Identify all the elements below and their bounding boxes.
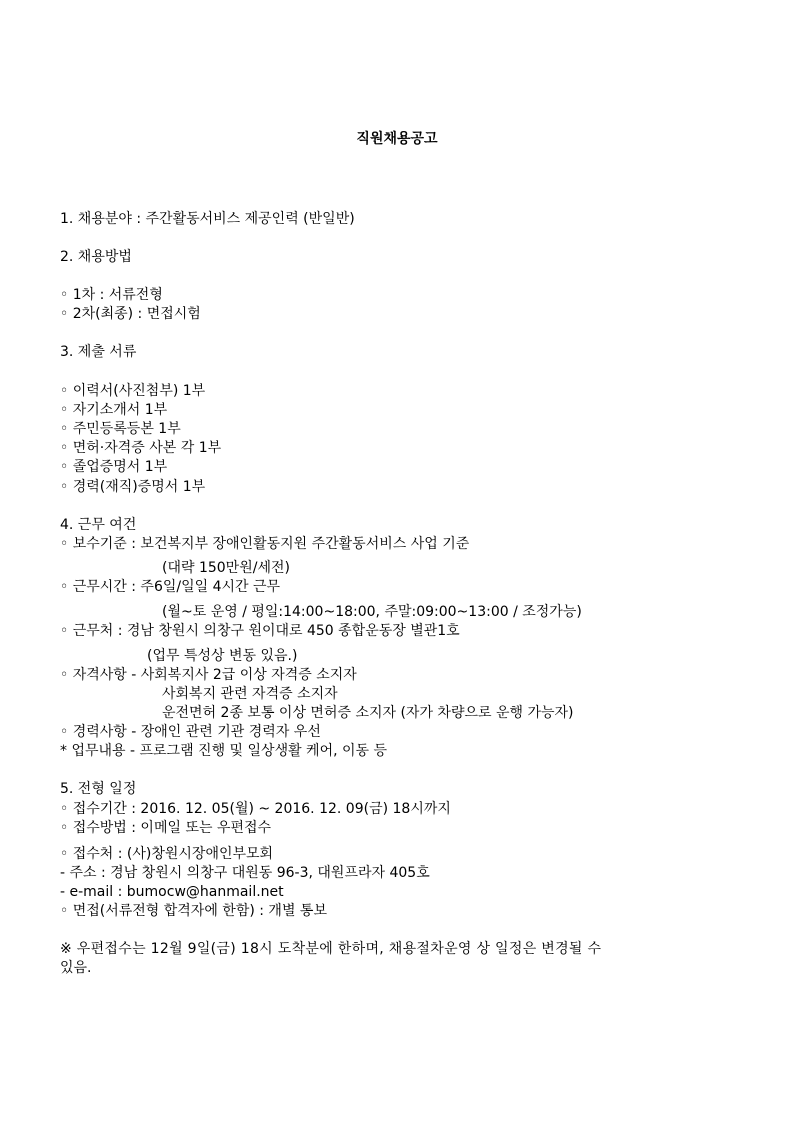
note-line-2: 있음.: [60, 960, 92, 976]
qualification-2: 사회복지 관련 자격증 소지자: [162, 686, 338, 702]
section-4-heading: 4. 근무 여건: [60, 517, 137, 533]
list-item: ◦ 주민등록등본 1부: [60, 421, 181, 437]
interview-notice: ◦ 면접(서류전형 합격자에 한함) : 개별 통보: [60, 903, 327, 919]
section-3-heading: 3. 제출 서류: [60, 344, 137, 360]
list-item: ◦ 졸업증명서 1부: [60, 459, 168, 475]
work-hours: ◦ 근무시간 : 주6일/일일 4시간 근무: [60, 579, 281, 595]
note-line-1: ※ 우편접수는 12월 9일(금) 18시 도착분에 한하며, 채용절차운영 상 일정은 변경될 수: [60, 941, 602, 957]
section-2-heading: 2. 채용방법: [60, 249, 132, 265]
recipient-address: - 주소 : 경남 창원시 의창구 대원동 96-3, 대원프라자 405호: [60, 865, 430, 881]
list-item: ◦ 면허·자격증 사본 각 1부: [60, 440, 222, 456]
page-title: 직원채용공고: [356, 131, 438, 147]
application-period: ◦ 접수기간 : 2016. 12. 05(월) ~ 2016. 12. 09(금) 18시까지: [60, 801, 451, 817]
duty-description: * 업무내용 - 프로그램 진행 및 일상생활 케어, 이동 등: [60, 743, 388, 759]
workplace: ◦ 근무처 : 경남 창원시 의창구 원이대로 450 종합운동장 별관1호: [60, 623, 460, 639]
qualification: ◦ 자격사항 - 사회복지사 2급 이상 자격증 소지자: [60, 667, 357, 683]
pay-standard: ◦ 보수기준 : 보건복지부 장애인활동지원 주간활동서비스 사업 기준: [60, 536, 470, 552]
application-method: ◦ 접수방법 : 이메일 또는 우편접수: [60, 820, 272, 836]
workplace-note: (업무 특성상 변동 있음.): [147, 648, 298, 664]
recipient-email: - e-mail : bumocw@hanmail.net: [60, 884, 284, 900]
pay-note: (대략 150만원/세전): [162, 560, 290, 576]
list-item: ◦ 자기소개서 1부: [60, 402, 168, 418]
career-requirement: ◦ 경력사항 - 장애인 관련 기관 경력자 우선: [60, 724, 321, 740]
work-hours-note: (월~토 운영 / 평일:14:00~18:00, 주말:09:00~13:00 / 조정가능): [162, 604, 582, 620]
section-5-heading: 5. 전형 일정: [60, 781, 137, 797]
list-item: ◦ 2차(최종) : 면접시험: [60, 306, 201, 322]
application-recipient: ◦ 접수처 : (사)창원시장애인부모회: [60, 846, 274, 862]
section-1-heading: 1. 채용분야 : 주간활동서비스 제공인력 (반일반): [60, 211, 355, 227]
list-item: ◦ 1차 : 서류전형: [60, 287, 163, 303]
list-item: ◦ 경력(재직)증명서 1부: [60, 479, 206, 495]
list-item: ◦ 이력서(사진첨부) 1부: [60, 383, 206, 399]
qualification-3: 운전면허 2종 보통 이상 면허증 소지자 (자가 차량으로 운행 가능자): [162, 705, 574, 721]
